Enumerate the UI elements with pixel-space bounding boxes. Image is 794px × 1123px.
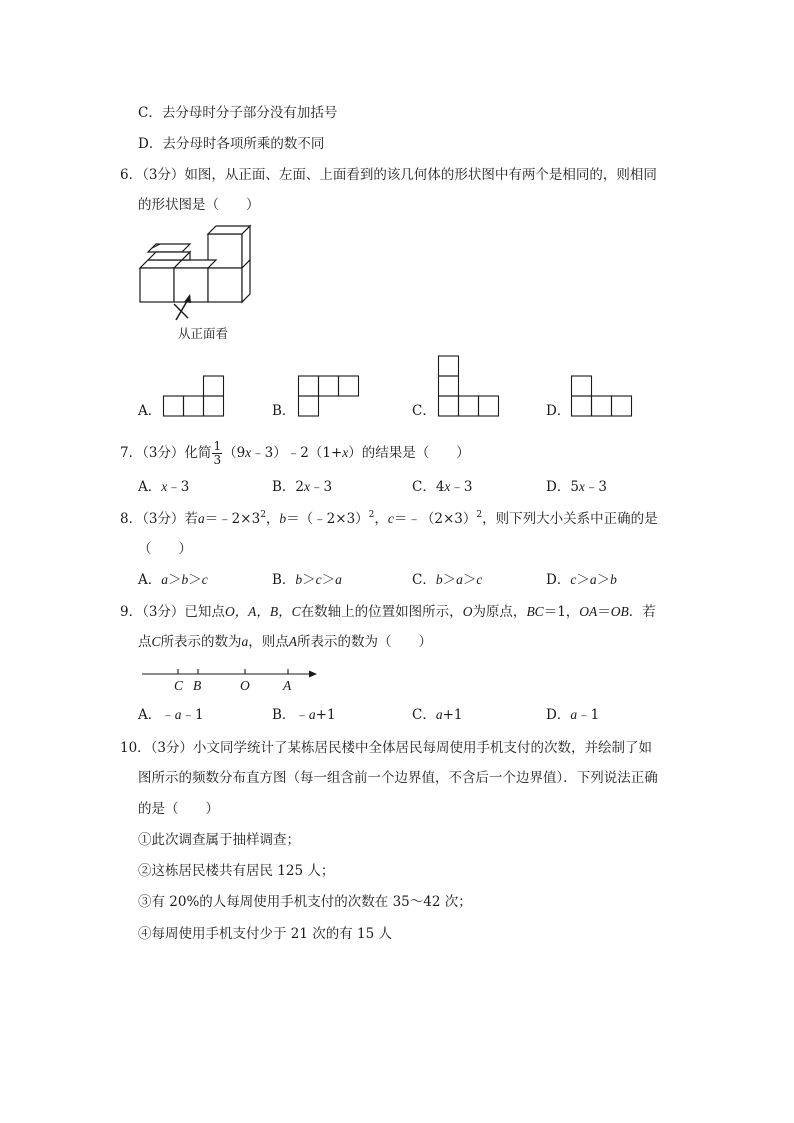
q9-option-c	[412, 706, 463, 724]
q8-var-c: c	[387, 511, 394, 526]
q8-sup3: 2	[476, 510, 483, 520]
q10-statement-3: ③有 20%的人每周使用手机支付的次数在 35～42 次；	[138, 894, 472, 910]
q8-option-d-op2: ＞	[596, 572, 611, 588]
q6-stem-line1: 6．（3分）如图，从正面、左面、上面看到的该几何体的形状图中有两个是相同的，则相同	[120, 167, 657, 183]
q7-frac-den: 3	[213, 453, 222, 467]
q7-option-c-var: x	[444, 479, 451, 494]
q10-statement-4: ④每周使用手机支付少于 21 次的有 15 人	[138, 926, 393, 942]
q9-l2a: 点	[138, 634, 152, 650]
q7-option-a	[138, 478, 189, 496]
q6-option-c-view	[438, 355, 502, 417]
q8-option-a-label: A．	[138, 572, 162, 588]
q6-option-d-label: D．	[546, 403, 571, 419]
q7-var-x2: x	[342, 445, 349, 460]
q8-option-b-v1: b	[295, 572, 303, 587]
q8-option-c-v1: b	[435, 572, 443, 587]
q8-stem-line1	[120, 510, 658, 528]
q9-option-d-label: D．	[546, 707, 571, 723]
q7-suffix-c: ）的结果是（ ）	[348, 445, 470, 461]
q9-axis-label-a: A	[283, 678, 292, 693]
q7-option-b-label: B．2	[272, 479, 305, 495]
q9-option-a-label: A．﹣	[138, 707, 175, 723]
q6-option-b-label: B．	[272, 403, 296, 419]
q9-var-ob: OB	[610, 604, 629, 619]
q9-option-c-rest: +1	[442, 707, 463, 723]
q8-stem-line2: （ ）	[138, 541, 192, 557]
q8-option-a-op1: ＞	[168, 572, 182, 588]
q8-option-b	[272, 571, 342, 589]
q8-option-b-op2: ＞	[321, 572, 336, 588]
q6-stem-line2: 的形状图是（ ）	[138, 197, 260, 213]
q7-prefix: 7．（3分）化简	[120, 445, 212, 461]
q8-option-b-op1: ＞	[302, 572, 316, 588]
q8-option-b-v2: c	[315, 572, 322, 587]
q8-option-d-v2: a	[589, 572, 597, 587]
q5-option-c: C．去分母时分子部分没有加括号	[138, 105, 338, 121]
q8-var-a: a	[197, 511, 205, 526]
q7-option-b-var: x	[304, 479, 311, 494]
q9-p5: ＝	[597, 604, 611, 620]
q7-suffix-b: ﹣3）﹣2（1+	[251, 445, 343, 461]
q9-option-c-var: a	[435, 707, 443, 722]
q8-p2: ＝﹣2×3	[204, 511, 261, 527]
q10-statement-1: ①此次调查属于抽样调查；	[138, 832, 300, 848]
q7-option-b	[272, 478, 332, 496]
q8-option-d-op1: ＞	[576, 572, 590, 588]
q8-p5: ，	[374, 511, 388, 527]
q9-var-a: a	[241, 634, 249, 649]
q9-option-d-rest: ﹣1	[577, 707, 600, 723]
q5-option-d: D．去分母时各项所乘的数不同	[138, 136, 325, 152]
q9-option-b-label: B．﹣	[272, 707, 309, 723]
q8-option-c	[412, 571, 482, 589]
q9-option-b	[272, 706, 336, 724]
q7-option-a-var: x	[161, 479, 168, 494]
q9-option-b-rest: +1	[315, 707, 336, 723]
q8-var-b: b	[279, 511, 287, 526]
q7-option-a-rest: ﹣3	[167, 479, 190, 495]
q8-p3: ，	[265, 511, 280, 527]
q7-stem	[120, 440, 470, 467]
q8-option-a-v2: b	[181, 572, 189, 587]
q8-option-b-v3: a	[335, 572, 342, 587]
q9-var-c: C	[151, 634, 161, 649]
q8-option-b-label: B．	[272, 572, 296, 588]
q6-option-a-view	[163, 375, 227, 417]
q8-option-c-label: C．	[412, 572, 436, 588]
q6-figure-label: 从正面看	[178, 326, 229, 341]
q10-stem-line3: 的是（ ）	[138, 801, 219, 817]
q9-l2b: 所表示的数为	[160, 634, 242, 650]
q10-statement-2: ②这栋居民楼共有居民 125 人；	[138, 863, 335, 879]
q6-solid-figure	[130, 222, 260, 342]
q7-frac-num: 1	[213, 439, 222, 453]
q7-fraction	[212, 440, 222, 467]
q6-option-d-view	[571, 375, 635, 417]
q7-var-x1: x	[245, 445, 252, 460]
q8-option-d-v1: c	[570, 572, 577, 587]
q9-p1: 9．（3分）已知点	[120, 604, 225, 620]
q8-option-d	[546, 571, 617, 589]
q7-option-c-rest: ﹣3	[450, 479, 473, 495]
q6-option-a-label: A．	[138, 403, 162, 419]
q8-option-c-v2: a	[456, 572, 463, 587]
q9-option-b-var: a	[308, 707, 316, 722]
q9-option-c-label: C．	[412, 707, 436, 723]
q10-stem-line1: 10．（3分）小文同学统计了某栋居民楼中全体居民每周使用手机支付的次数，并绘制了如	[120, 740, 653, 756]
q9-var-bc: BC	[526, 604, 544, 619]
q9-p6: ．若	[628, 604, 656, 620]
q9-points: O，A，B，C	[224, 604, 301, 619]
q9-p3: 为原点，	[472, 604, 527, 620]
q7-option-c-label: C．4	[412, 479, 445, 495]
q8-p7: ，则下列大小关系中正确的是	[482, 511, 658, 527]
q7-option-b-rest: ﹣3	[310, 479, 333, 495]
q9-option-d-var: a	[570, 707, 578, 722]
q9-var-o: O	[462, 604, 473, 619]
q8-p4: ＝（﹣2×3）	[286, 511, 369, 527]
q7-option-d-label: D．5	[546, 479, 579, 495]
q6-option-b-view	[298, 375, 362, 417]
q9-var-A: A	[288, 634, 298, 649]
q9-stem-line1	[120, 603, 656, 621]
q9-p4: ＝1，	[543, 604, 580, 620]
q9-stem-line2	[138, 633, 432, 651]
q8-option-c-op1: ＞	[442, 572, 457, 588]
q8-p1: 8．（3分）若	[120, 511, 198, 527]
q8-option-c-v3: c	[476, 572, 483, 587]
q9-axis-label-b: B	[193, 678, 202, 693]
q7-option-d-var: x	[578, 479, 585, 494]
q9-l2d: 所表示的数为（ ）	[297, 634, 433, 650]
q8-option-a-op2: ＞	[188, 572, 202, 588]
q8-option-a	[138, 571, 208, 589]
q9-number-line	[140, 664, 320, 694]
q9-p2: 在数轴上的位置如图所示，	[300, 604, 463, 620]
q8-option-d-label: D．	[546, 572, 571, 588]
q8-sup2: 2	[368, 510, 375, 520]
q10-stem-line2: 图所示的频数分布直方图（每一组含前一个边界值，不含后一个边界值）．下列说法正确	[138, 770, 658, 786]
q9-axis-label-c: C	[174, 678, 184, 693]
q7-option-a-label: A．	[138, 479, 162, 495]
q9-option-d	[546, 706, 599, 724]
q8-sup1: 2	[260, 510, 266, 520]
q9-l2c: ，则点	[248, 634, 289, 650]
q7-option-d	[546, 478, 607, 496]
q9-var-oa: OA	[579, 604, 598, 619]
q7-option-c	[412, 478, 473, 496]
q8-p6: ＝﹣（2×3）	[393, 511, 477, 527]
q7-option-d-rest: ﹣3	[584, 479, 608, 495]
q8-option-a-v3: c	[201, 572, 208, 587]
q8-option-d-v3: b	[610, 572, 617, 587]
q6-option-c-label: C．	[412, 403, 436, 419]
q8-option-c-op2: ＞	[462, 572, 477, 588]
q9-axis-label-o: O	[240, 678, 250, 693]
q8-option-a-v1: a	[161, 572, 168, 587]
q7-suffix-a: （9	[223, 445, 246, 461]
q9-option-a-rest: ﹣1	[181, 707, 204, 723]
q9-option-a	[138, 706, 204, 724]
q9-option-a-var: a	[174, 707, 182, 722]
